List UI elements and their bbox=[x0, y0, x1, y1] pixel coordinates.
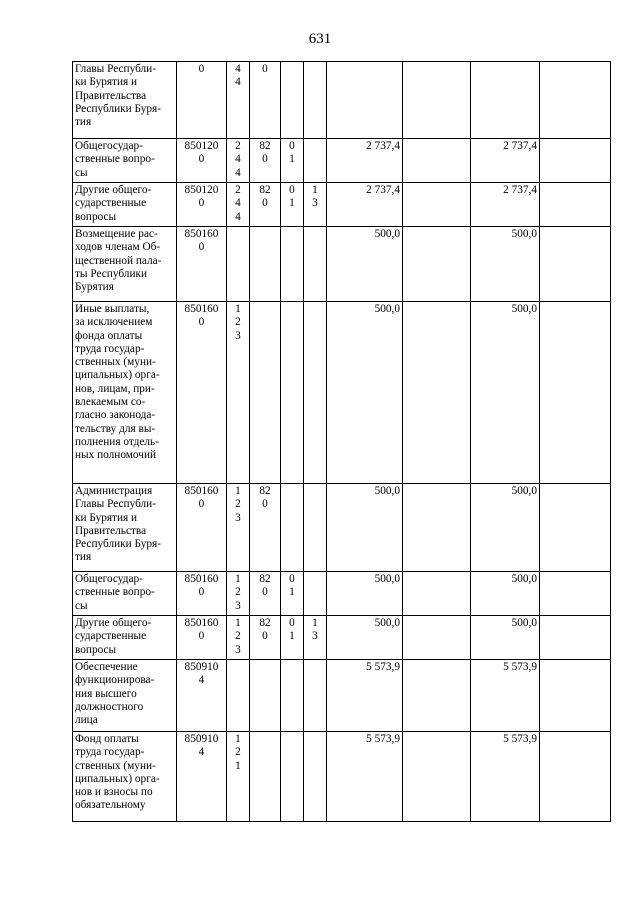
page-number: 631 bbox=[308, 31, 332, 47]
expense-name-cell: Главы Республи- ки Бурятия и Правительства Республики Буря- тия bbox=[73, 62, 177, 139]
expense-type-cell: 2 4 4 bbox=[227, 139, 250, 183]
table-row bbox=[73, 139, 611, 183]
amount-cell: 500,0 bbox=[327, 302, 403, 484]
amount-cell: 500,0 bbox=[471, 227, 540, 302]
amount-cell bbox=[540, 302, 611, 484]
expense-name-cell: Иные выплаты, за исключением фонда оплаты труда государ- ственных (муни- ципальных) орга- нов, лицам, при- влекаемым со- гласно законода- тельству для вы- полнения отдель- ных полномочий bbox=[73, 302, 177, 484]
amount-cell: 2 737,4 bbox=[471, 183, 540, 227]
expense-name-cell: Обеспечение функционирова- ния высшего должностного лица bbox=[73, 660, 177, 732]
target-article-cell: 850160 0 bbox=[177, 302, 227, 484]
section-cell bbox=[281, 227, 304, 302]
target-article-cell: 850120 0 bbox=[177, 183, 227, 227]
target-article-cell: 850160 0 bbox=[177, 227, 227, 302]
amount-cell bbox=[471, 62, 540, 139]
expense-name-cell: Администрация Главы Республи- ки Бурятия и Правительства Республики Буря- тия bbox=[73, 484, 177, 572]
amount-cell bbox=[403, 183, 471, 227]
amount-cell: 500,0 bbox=[471, 302, 540, 484]
target-article-cell: 850160 0 bbox=[177, 572, 227, 616]
amount-cell: 500,0 bbox=[327, 227, 403, 302]
amount-cell: 2 737,4 bbox=[327, 183, 403, 227]
budget-admin-cell: 0 bbox=[250, 62, 281, 139]
subsection-cell bbox=[304, 139, 327, 183]
amount-cell: 500,0 bbox=[471, 484, 540, 572]
amount-cell bbox=[540, 484, 611, 572]
table-row bbox=[73, 183, 611, 227]
amount-cell bbox=[403, 227, 471, 302]
budget-admin-cell bbox=[250, 227, 281, 302]
budget-admin-cell: 82 0 bbox=[250, 572, 281, 616]
budget-admin-cell bbox=[250, 302, 281, 484]
section-cell bbox=[281, 660, 304, 732]
subsection-cell bbox=[304, 302, 327, 484]
table-row bbox=[73, 732, 611, 822]
subsection-cell bbox=[304, 62, 327, 139]
target-article-cell: 850910 4 bbox=[177, 660, 227, 732]
table-row bbox=[73, 484, 611, 572]
table-row bbox=[73, 572, 611, 616]
expense-type-cell: 4 4 bbox=[227, 62, 250, 139]
amount-cell bbox=[403, 732, 471, 822]
expense-name-cell: Возмещение рас- ходов членам Об- щественной пала- ты Республики Бурятия bbox=[73, 227, 177, 302]
budget-admin-cell: 82 0 bbox=[250, 183, 281, 227]
budget-admin-cell bbox=[250, 660, 281, 732]
amount-cell: 2 737,4 bbox=[327, 139, 403, 183]
table-row bbox=[73, 660, 611, 732]
budget-admin-cell: 82 0 bbox=[250, 484, 281, 572]
expense-type-cell: 2 4 4 bbox=[227, 183, 250, 227]
amount-cell bbox=[403, 62, 471, 139]
section-cell: 0 1 bbox=[281, 139, 304, 183]
expense-type-cell: 1 2 3 bbox=[227, 572, 250, 616]
amount-cell: 500,0 bbox=[471, 572, 540, 616]
expense-type-cell: 1 2 3 bbox=[227, 302, 250, 484]
expense-name-cell: Общегосудар- ственные вопро- сы bbox=[73, 572, 177, 616]
amount-cell: 500,0 bbox=[327, 572, 403, 616]
section-cell bbox=[281, 732, 304, 822]
amount-cell: 500,0 bbox=[327, 616, 403, 660]
subsection-cell: 1 3 bbox=[304, 616, 327, 660]
expense-type-cell: 1 2 3 bbox=[227, 484, 250, 572]
amount-cell: 5 573,9 bbox=[327, 660, 403, 732]
amount-cell bbox=[540, 732, 611, 822]
amount-cell: 5 573,9 bbox=[327, 732, 403, 822]
table-row bbox=[73, 62, 611, 139]
table-row bbox=[73, 616, 611, 660]
amount-cell bbox=[540, 183, 611, 227]
amount-cell: 5 573,9 bbox=[471, 660, 540, 732]
target-article-cell: 850160 0 bbox=[177, 484, 227, 572]
target-article-cell: 850160 0 bbox=[177, 616, 227, 660]
amount-cell bbox=[403, 616, 471, 660]
section-cell: 0 1 bbox=[281, 616, 304, 660]
amount-cell bbox=[540, 227, 611, 302]
subsection-cell bbox=[304, 572, 327, 616]
subsection-cell bbox=[304, 227, 327, 302]
expense-name-cell: Другие общего- сударственные вопросы bbox=[73, 616, 177, 660]
amount-cell: 5 573,9 bbox=[471, 732, 540, 822]
section-cell: 0 1 bbox=[281, 183, 304, 227]
section-cell: 0 1 bbox=[281, 572, 304, 616]
amount-cell bbox=[540, 139, 611, 183]
target-article-cell: 0 bbox=[177, 62, 227, 139]
expense-name-cell: Общегосудар- ственные вопро- сы bbox=[73, 139, 177, 183]
section-cell bbox=[281, 302, 304, 484]
amount-cell bbox=[403, 660, 471, 732]
budget-table bbox=[72, 61, 611, 822]
amount-cell bbox=[540, 62, 611, 139]
expense-name-cell: Другие общего- сударственные вопросы bbox=[73, 183, 177, 227]
amount-cell: 2 737,4 bbox=[471, 139, 540, 183]
amount-cell bbox=[540, 616, 611, 660]
amount-cell bbox=[403, 302, 471, 484]
section-cell bbox=[281, 484, 304, 572]
amount-cell bbox=[327, 62, 403, 139]
budget-admin-cell: 82 0 bbox=[250, 139, 281, 183]
expense-type-cell: 1 2 1 bbox=[227, 732, 250, 822]
amount-cell bbox=[540, 572, 611, 616]
expense-name-cell: Фонд оплаты труда государ- ственных (муни- ципальных) орга- нов и взносы по обязательному bbox=[73, 732, 177, 822]
amount-cell bbox=[403, 139, 471, 183]
table-row bbox=[73, 302, 611, 484]
expense-type-cell bbox=[227, 227, 250, 302]
expense-type-cell: 1 2 3 bbox=[227, 616, 250, 660]
amount-cell bbox=[540, 660, 611, 732]
subsection-cell bbox=[304, 660, 327, 732]
budget-admin-cell: 82 0 bbox=[250, 616, 281, 660]
table-row bbox=[73, 227, 611, 302]
amount-cell bbox=[403, 484, 471, 572]
amount-cell: 500,0 bbox=[471, 616, 540, 660]
section-cell bbox=[281, 62, 304, 139]
subsection-cell bbox=[304, 732, 327, 822]
target-article-cell: 850120 0 bbox=[177, 139, 227, 183]
expense-type-cell bbox=[227, 660, 250, 732]
budget-admin-cell bbox=[250, 732, 281, 822]
amount-cell: 500,0 bbox=[327, 484, 403, 572]
target-article-cell: 850910 4 bbox=[177, 732, 227, 822]
amount-cell bbox=[403, 572, 471, 616]
subsection-cell bbox=[304, 484, 327, 572]
subsection-cell: 1 3 bbox=[304, 183, 327, 227]
